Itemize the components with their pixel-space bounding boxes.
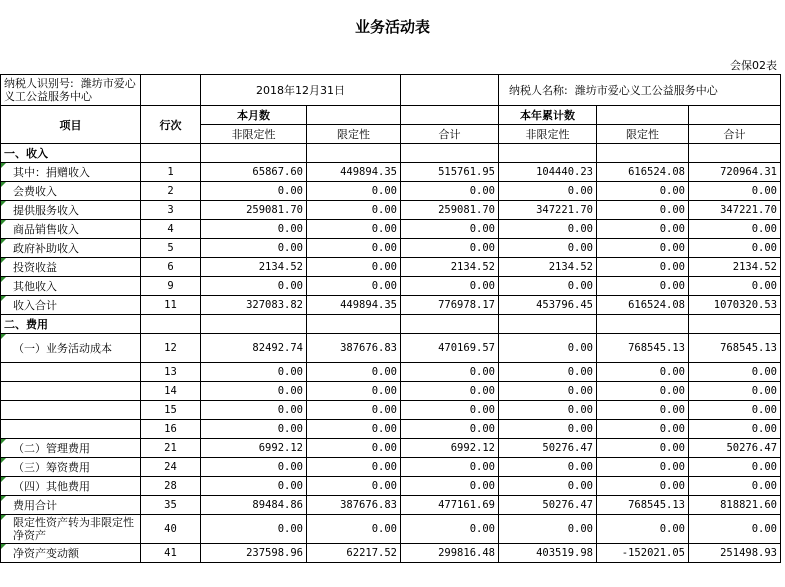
row-value: 0.00 bbox=[597, 220, 689, 239]
row-value: 0.00 bbox=[201, 220, 307, 239]
row-value: 2134.52 bbox=[499, 258, 597, 277]
row-value: 0.00 bbox=[201, 277, 307, 296]
row-line bbox=[141, 144, 201, 163]
row-value: 0.00 bbox=[401, 401, 499, 420]
row-value: 104440.23 bbox=[499, 163, 597, 182]
row-value: 0.00 bbox=[689, 420, 781, 439]
row-value: 0.00 bbox=[307, 477, 401, 496]
row-item: 二、费用 bbox=[1, 315, 141, 334]
table-row bbox=[1, 239, 781, 258]
row-value: 0.00 bbox=[307, 239, 401, 258]
row-value: 0.00 bbox=[597, 439, 689, 458]
row-value: 0.00 bbox=[597, 182, 689, 201]
row-item: 政府补助收入 bbox=[1, 239, 141, 258]
row-value: 0.00 bbox=[401, 220, 499, 239]
row-value: 6992.12 bbox=[401, 439, 499, 458]
row-value: 768545.13 bbox=[689, 334, 781, 363]
row-value bbox=[499, 315, 597, 334]
row-value: 449894.35 bbox=[307, 163, 401, 182]
row-value: 0.00 bbox=[499, 277, 597, 296]
row-value: 0.00 bbox=[689, 401, 781, 420]
table-row bbox=[1, 382, 781, 401]
row-value: 237598.96 bbox=[201, 544, 307, 563]
row-value bbox=[201, 315, 307, 334]
row-value: 50276.47 bbox=[689, 439, 781, 458]
row-line: 1 bbox=[141, 163, 201, 182]
row-value: 0.00 bbox=[597, 382, 689, 401]
table-row bbox=[1, 420, 781, 439]
row-item: （四）其他费用 bbox=[1, 477, 141, 496]
table-row bbox=[1, 439, 781, 458]
row-value: 259081.70 bbox=[201, 201, 307, 220]
row-value: 0.00 bbox=[401, 420, 499, 439]
row-value: 0.00 bbox=[597, 201, 689, 220]
row-value: 2134.52 bbox=[689, 258, 781, 277]
row-value bbox=[307, 144, 401, 163]
row-value: 0.00 bbox=[499, 334, 597, 363]
row-value: -152021.05 bbox=[597, 544, 689, 563]
row-item: （一）业务活动成本 bbox=[1, 334, 141, 363]
row-item: （二）管理费用 bbox=[1, 439, 141, 458]
row-value: 0.00 bbox=[499, 182, 597, 201]
row-value: 0.00 bbox=[597, 277, 689, 296]
header-this-month: 本月数 bbox=[201, 106, 307, 125]
row-value bbox=[201, 144, 307, 163]
row-value: 327083.82 bbox=[201, 296, 307, 315]
table-row bbox=[1, 363, 781, 382]
taxpayer-name-cell: 纳税人名称: 潍坊市爱心义工公益服务中心 bbox=[499, 75, 781, 106]
row-value: 0.00 bbox=[597, 363, 689, 382]
table-row bbox=[1, 334, 781, 363]
table-row bbox=[1, 458, 781, 477]
row-line: 28 bbox=[141, 477, 201, 496]
row-value: 0.00 bbox=[597, 258, 689, 277]
row-item: 会费收入 bbox=[1, 182, 141, 201]
row-value: 50276.47 bbox=[499, 496, 597, 515]
row-value: 0.00 bbox=[307, 458, 401, 477]
row-item: 商品销售收入 bbox=[1, 220, 141, 239]
row-value: 0.00 bbox=[597, 239, 689, 258]
row-value: 0.00 bbox=[597, 515, 689, 544]
row-line: 14 bbox=[141, 382, 201, 401]
row-value: 65867.60 bbox=[201, 163, 307, 182]
row-value: 515761.95 bbox=[401, 163, 499, 182]
row-value bbox=[499, 144, 597, 163]
row-value: 0.00 bbox=[401, 458, 499, 477]
row-value: 0.00 bbox=[689, 182, 781, 201]
form-code: 会保02表 bbox=[730, 59, 777, 72]
table-row bbox=[1, 315, 781, 334]
row-value: 0.00 bbox=[689, 220, 781, 239]
row-value: 0.00 bbox=[597, 477, 689, 496]
header-y-restricted: 限定性 bbox=[597, 125, 689, 144]
header-m-unrestricted: 非限定性 bbox=[201, 125, 307, 144]
row-item: 其他收入 bbox=[1, 277, 141, 296]
row-value: 0.00 bbox=[201, 515, 307, 544]
row-line: 4 bbox=[141, 220, 201, 239]
row-value: 62217.52 bbox=[307, 544, 401, 563]
table-row bbox=[1, 296, 781, 315]
row-line: 9 bbox=[141, 277, 201, 296]
row-value: 0.00 bbox=[597, 458, 689, 477]
row-line: 16 bbox=[141, 420, 201, 439]
row-value: 0.00 bbox=[401, 239, 499, 258]
row-value: 0.00 bbox=[401, 382, 499, 401]
header-row-1 bbox=[1, 106, 781, 125]
table-row bbox=[1, 201, 781, 220]
row-item bbox=[1, 363, 141, 382]
row-item: 限定性资产转为非限定性净资产 bbox=[1, 515, 141, 544]
row-value: 768545.13 bbox=[597, 496, 689, 515]
row-value: 0.00 bbox=[499, 515, 597, 544]
row-item bbox=[1, 382, 141, 401]
row-value: 0.00 bbox=[201, 477, 307, 496]
row-value bbox=[307, 315, 401, 334]
table-row bbox=[1, 544, 781, 563]
row-value: 0.00 bbox=[689, 277, 781, 296]
row-value: 0.00 bbox=[201, 182, 307, 201]
header-m-total: 合计 bbox=[401, 125, 499, 144]
row-value: 0.00 bbox=[499, 363, 597, 382]
row-item: 提供服务收入 bbox=[1, 201, 141, 220]
row-value: 0.00 bbox=[499, 220, 597, 239]
row-value: 0.00 bbox=[401, 477, 499, 496]
table-row bbox=[1, 182, 781, 201]
row-value: 387676.83 bbox=[307, 496, 401, 515]
row-value: 768545.13 bbox=[597, 334, 689, 363]
row-item: （三）筹资费用 bbox=[1, 458, 141, 477]
header-y-total: 合计 bbox=[689, 125, 781, 144]
row-value: 0.00 bbox=[499, 401, 597, 420]
header-m-restricted: 限定性 bbox=[307, 125, 401, 144]
row-line: 15 bbox=[141, 401, 201, 420]
row-value: 0.00 bbox=[307, 515, 401, 544]
row-value: 0.00 bbox=[201, 363, 307, 382]
taxpayer-id-cell: 纳税人识别号: 潍坊市爱心义工公益服务中心 bbox=[1, 75, 141, 106]
row-line: 21 bbox=[141, 439, 201, 458]
row-line: 35 bbox=[141, 496, 201, 515]
row-value: 0.00 bbox=[689, 458, 781, 477]
row-value: 1070320.53 bbox=[689, 296, 781, 315]
row-value: 477161.69 bbox=[401, 496, 499, 515]
row-value bbox=[401, 315, 499, 334]
row-value: 0.00 bbox=[499, 239, 597, 258]
row-value: 0.00 bbox=[689, 239, 781, 258]
row-value: 0.00 bbox=[499, 382, 597, 401]
row-value: 0.00 bbox=[307, 401, 401, 420]
row-value: 0.00 bbox=[201, 382, 307, 401]
table-row bbox=[1, 277, 781, 296]
row-value: 0.00 bbox=[597, 401, 689, 420]
table-row bbox=[1, 220, 781, 239]
row-value: 0.00 bbox=[201, 401, 307, 420]
row-value: 0.00 bbox=[307, 363, 401, 382]
row-value: 0.00 bbox=[201, 239, 307, 258]
row-value: 776978.17 bbox=[401, 296, 499, 315]
row-value: 0.00 bbox=[401, 363, 499, 382]
row-item: 收入合计 bbox=[1, 296, 141, 315]
row-value: 251498.93 bbox=[689, 544, 781, 563]
row-value: 0.00 bbox=[307, 182, 401, 201]
row-item: 其中：捐赠收入 bbox=[1, 163, 141, 182]
row-value: 0.00 bbox=[499, 420, 597, 439]
row-line bbox=[141, 315, 201, 334]
row-value: 0.00 bbox=[401, 182, 499, 201]
row-value: 0.00 bbox=[499, 458, 597, 477]
row-value: 2134.52 bbox=[401, 258, 499, 277]
header-line: 行次 bbox=[141, 106, 201, 144]
table-row bbox=[1, 144, 781, 163]
header-y-unrestricted: 非限定性 bbox=[499, 125, 597, 144]
row-value: 453796.45 bbox=[499, 296, 597, 315]
row-value: 0.00 bbox=[307, 420, 401, 439]
taxpayer-info-row bbox=[1, 75, 781, 106]
row-value: 720964.31 bbox=[689, 163, 781, 182]
row-value: 0.00 bbox=[689, 382, 781, 401]
row-value: 2134.52 bbox=[201, 258, 307, 277]
row-line: 40 bbox=[141, 515, 201, 544]
row-item: 一、收入 bbox=[1, 144, 141, 163]
row-value: 616524.08 bbox=[597, 163, 689, 182]
row-value: 6992.12 bbox=[201, 439, 307, 458]
row-value bbox=[597, 144, 689, 163]
header-ytd: 本年累计数 bbox=[499, 106, 597, 125]
row-value: 403519.98 bbox=[499, 544, 597, 563]
row-value bbox=[597, 315, 689, 334]
row-value: 0.00 bbox=[201, 420, 307, 439]
row-value: 0.00 bbox=[307, 258, 401, 277]
row-value: 0.00 bbox=[689, 363, 781, 382]
report-date: 2018年12月31日 bbox=[201, 75, 401, 106]
table-row bbox=[1, 163, 781, 182]
table-row bbox=[1, 401, 781, 420]
row-line: 41 bbox=[141, 544, 201, 563]
row-value: 0.00 bbox=[597, 420, 689, 439]
row-value: 0.00 bbox=[401, 277, 499, 296]
row-item bbox=[1, 401, 141, 420]
row-value: 0.00 bbox=[499, 477, 597, 496]
row-value: 82492.74 bbox=[201, 334, 307, 363]
row-value: 0.00 bbox=[307, 201, 401, 220]
row-value: 449894.35 bbox=[307, 296, 401, 315]
row-line: 2 bbox=[141, 182, 201, 201]
row-value: 0.00 bbox=[401, 515, 499, 544]
row-value: 0.00 bbox=[307, 382, 401, 401]
row-value bbox=[401, 144, 499, 163]
table-row bbox=[1, 477, 781, 496]
activity-table bbox=[0, 74, 781, 563]
header-item: 项目 bbox=[1, 106, 141, 144]
row-value: 299816.48 bbox=[401, 544, 499, 563]
row-value: 259081.70 bbox=[401, 201, 499, 220]
row-line: 11 bbox=[141, 296, 201, 315]
row-item bbox=[1, 420, 141, 439]
row-value: 0.00 bbox=[307, 277, 401, 296]
row-value: 0.00 bbox=[201, 458, 307, 477]
row-line: 12 bbox=[141, 334, 201, 363]
row-value: 0.00 bbox=[307, 220, 401, 239]
table-row bbox=[1, 515, 781, 544]
row-value bbox=[689, 144, 781, 163]
row-line: 13 bbox=[141, 363, 201, 382]
row-value: 0.00 bbox=[307, 439, 401, 458]
row-value: 616524.08 bbox=[597, 296, 689, 315]
row-value: 89484.86 bbox=[201, 496, 307, 515]
row-item: 净资产变动额 bbox=[1, 544, 141, 563]
row-value: 0.00 bbox=[689, 477, 781, 496]
row-value: 50276.47 bbox=[499, 439, 597, 458]
report-title: 业务活动表 bbox=[354, 18, 430, 36]
row-value: 0.00 bbox=[689, 515, 781, 544]
table-row bbox=[1, 496, 781, 515]
table-row bbox=[1, 258, 781, 277]
row-value: 387676.83 bbox=[307, 334, 401, 363]
row-value: 470169.57 bbox=[401, 334, 499, 363]
row-item: 投资收益 bbox=[1, 258, 141, 277]
row-line: 5 bbox=[141, 239, 201, 258]
row-line: 3 bbox=[141, 201, 201, 220]
row-value: 347221.70 bbox=[689, 201, 781, 220]
row-value: 818821.60 bbox=[689, 496, 781, 515]
row-value bbox=[689, 315, 781, 334]
row-item: 费用合计 bbox=[1, 496, 141, 515]
row-line: 6 bbox=[141, 258, 201, 277]
row-line: 24 bbox=[141, 458, 201, 477]
row-value: 347221.70 bbox=[499, 201, 597, 220]
